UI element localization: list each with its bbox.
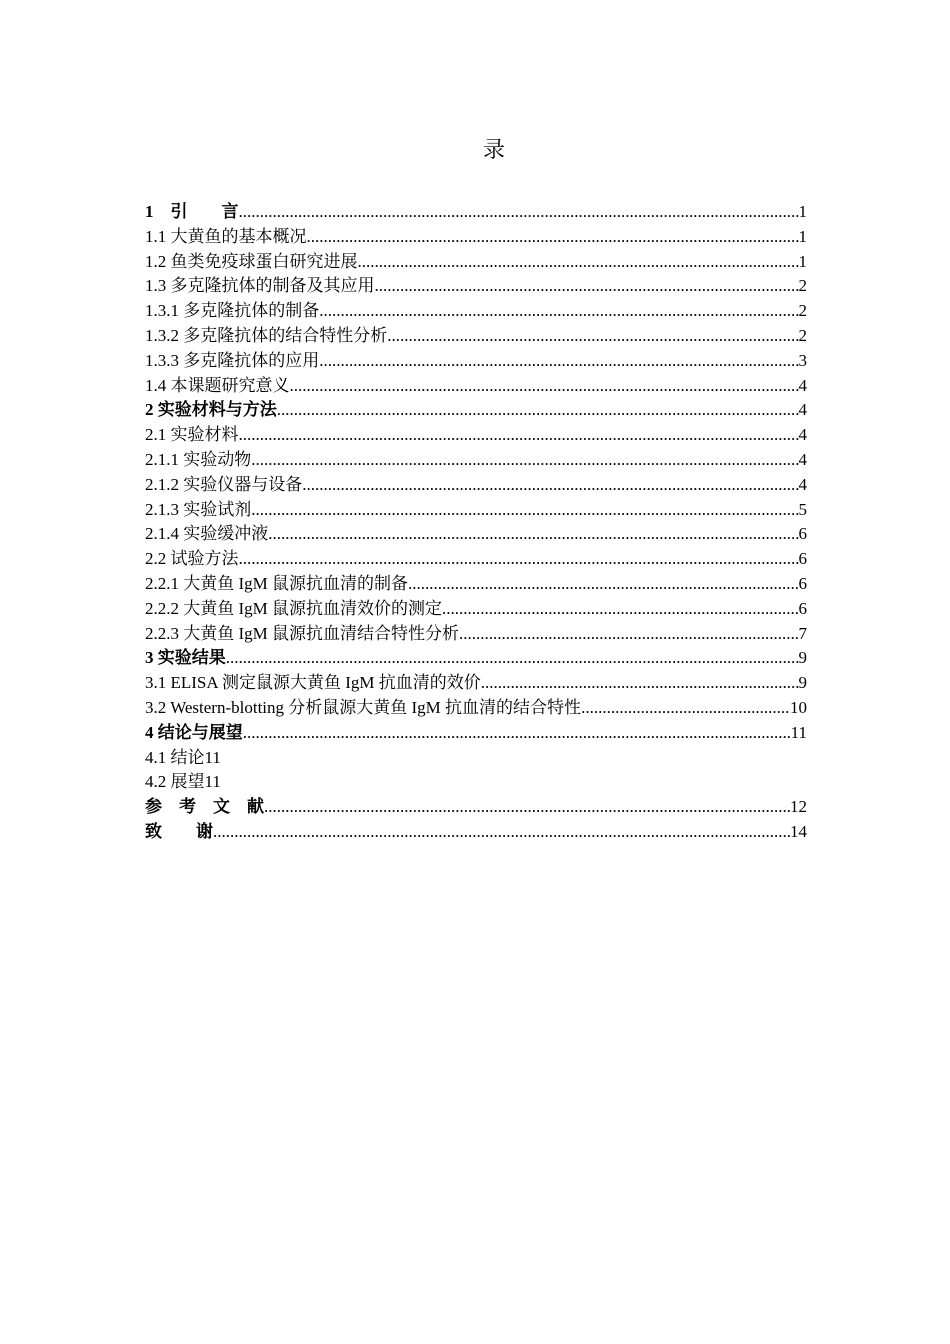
toc-entry-text: 3 实验结果 [145,648,226,668]
toc-dot-leader [358,250,799,275]
toc-entry-text: 4.2 展望11 [145,772,221,792]
toc-entry-text: 2.2 试验方法 [145,549,239,569]
toc-dot-leader [243,721,791,746]
toc-entry[interactable] [145,225,807,250]
toc-entry[interactable] [145,746,807,771]
toc-dot-leader [268,522,798,547]
toc-entry[interactable] [145,374,807,399]
toc-page-number: 4 [798,425,807,445]
toc-page-number: 6 [798,524,807,544]
toc-entry[interactable] [145,622,807,647]
toc-page-number: 14 [790,821,807,841]
toc-dot-leader [239,547,799,572]
toc-entry-text: 2.1 实验材料 [145,425,239,445]
toc-page-number: 12 [790,797,807,817]
toc-dot-leader [277,398,799,423]
toc-entry[interactable] [145,597,807,622]
toc-dot-leader [319,299,798,324]
toc-dot-leader [408,572,798,597]
toc-entry-text: 1.3 多克隆抗体的制备及其应用 [145,276,375,296]
toc-entry[interactable] [145,200,807,225]
toc-dot-leader [251,498,798,523]
table-of-contents [145,200,807,845]
toc-dot-leader [375,274,799,299]
toc-entry[interactable] [145,250,807,275]
toc-entry-text: 2.1.2 实验仪器与设备 [145,474,303,494]
toc-entry-text: 3.2 Western-blotting 分析鼠源大黄鱼 IgM 抗血清的结合特性 [145,697,582,717]
toc-entry[interactable] [145,423,807,448]
toc-dot-leader [251,448,798,473]
toc-entry-text: 2.2.1 大黄鱼 IgM 鼠源抗血清的制备 [145,573,409,593]
toc-title: 录 [482,138,505,163]
toc-dot-leader [307,225,799,250]
toc-entry-text: 2.1.3 实验试剂 [145,499,252,519]
toc-dot-leader [442,597,798,622]
toc-entry-text: 1.3.3 多克隆抗体的应用 [145,350,320,370]
toc-dot-leader [264,795,790,820]
toc-page-number: 6 [798,598,807,618]
toc-entry[interactable] [145,820,807,845]
toc-entry-text: 1 引 言 [145,202,239,221]
toc-dot-leader [387,324,798,349]
toc-page-number: 4 [798,474,807,494]
toc-entry[interactable] [145,324,807,349]
toc-entry[interactable] [145,721,807,746]
toc-entry-text: 2.1.4 实验缓冲液 [145,524,269,544]
toc-page-number: 2 [798,301,807,321]
toc-page-number: 7 [798,623,807,643]
toc-page-number: 1 [798,202,807,221]
toc-page-number: 10 [790,697,807,717]
toc-page-number: 1 [798,251,807,271]
toc-page-number: 6 [798,573,807,593]
toc-page-number: 5 [798,499,807,519]
toc-entry[interactable] [145,696,807,721]
toc-page-number: 2 [798,276,807,296]
toc-dot-leader [459,622,798,647]
toc-dot-leader [290,374,799,399]
toc-entry-text: 1.2 鱼类免疫球蛋白研究进展 [145,251,358,271]
toc-entry[interactable] [145,572,807,597]
toc-page-number: 11 [790,722,807,742]
toc-dot-leader [319,349,798,374]
toc-entry[interactable] [145,398,807,423]
toc-entry[interactable] [145,274,807,299]
toc-entry[interactable] [145,448,807,473]
toc-entry-text: 1.3.2 多克隆抗体的结合特性分析 [145,325,388,345]
toc-dot-leader [481,671,799,696]
toc-page-number: 2 [798,325,807,345]
toc-dot-leader [226,646,799,671]
toc-dot-leader [581,696,790,721]
toc-page-number: 1 [798,226,807,246]
toc-entry-text: 4 结论与展望 [145,722,243,742]
toc-page-number: 6 [798,549,807,569]
toc-entry[interactable] [145,795,807,820]
toc-entry[interactable] [145,770,807,795]
toc-page-number: 9 [798,673,807,693]
toc-dot-leader [213,820,790,845]
toc-entry-text: 2.2.2 大黄鱼 IgM 鼠源抗血清效价的测定 [145,598,443,618]
toc-entry[interactable] [145,646,807,671]
toc-dot-leader [302,473,798,498]
toc-entry-text: 4.1 结论11 [145,747,221,767]
toc-entry-text: 2.1.1 实验动物 [145,449,252,469]
toc-entry[interactable] [145,299,807,324]
toc-entry-text: 致 谢 [145,821,213,841]
toc-page-number: 9 [798,648,807,668]
toc-page-number: 4 [798,375,807,395]
toc-entry-text: 参 考 文 献 [145,797,264,817]
toc-entry-text: 2.2.3 大黄鱼 IgM 鼠源抗血清结合特性分析 [145,623,460,643]
toc-entry[interactable] [145,473,807,498]
toc-entry[interactable] [145,671,807,696]
toc-entry[interactable] [145,522,807,547]
toc-dot-leader [239,200,799,225]
toc-entry-text: 1.3.1 多克隆抗体的制备 [145,301,320,321]
toc-page-number: 4 [798,449,807,469]
toc-entry-text: 3.1 ELISA 测定鼠源大黄鱼 IgM 抗血清的效价 [145,673,481,693]
toc-page-number: 3 [798,350,807,370]
toc-page-number: 4 [798,400,807,420]
toc-entry-text: 1.1 大黄鱼的基本概况 [145,226,307,246]
toc-entry[interactable] [145,498,807,523]
toc-entry-text: 2 实验材料与方法 [145,400,277,420]
toc-entry[interactable] [145,349,807,374]
toc-entry-text: 1.4 本课题研究意义 [145,375,290,395]
toc-dot-leader [239,423,799,448]
toc-entry[interactable] [145,547,807,572]
